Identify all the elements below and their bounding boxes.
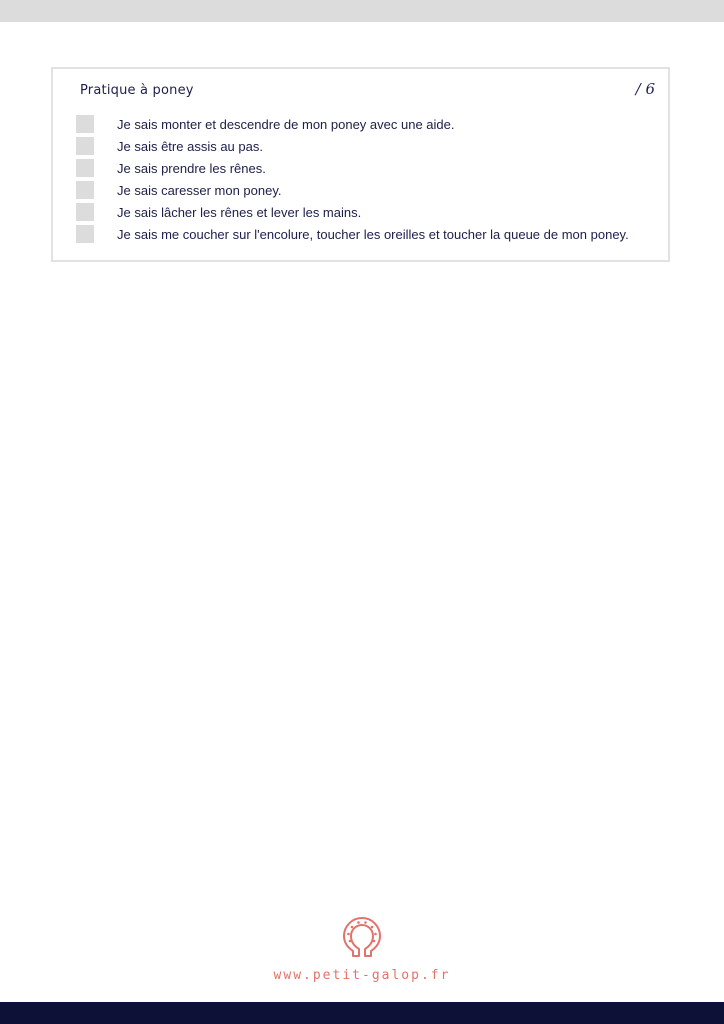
checklist-item xyxy=(76,179,629,201)
checkbox[interactable] xyxy=(76,159,94,177)
checklist-card xyxy=(51,67,670,262)
footer-url[interactable]: www.petit-galop.fr xyxy=(273,968,451,983)
checkbox[interactable] xyxy=(76,137,94,155)
checklist xyxy=(76,113,629,245)
top-band xyxy=(0,0,724,22)
checklist-item xyxy=(76,157,629,179)
checklist-item-label: Je sais prendre les rênes. xyxy=(117,160,266,176)
checklist-item xyxy=(76,223,629,245)
checklist-item-label: Je sais caresser mon poney. xyxy=(117,182,282,198)
checkbox[interactable] xyxy=(76,181,94,199)
horseshoe-icon xyxy=(340,916,384,960)
section-score: / 6 xyxy=(635,80,655,98)
checkbox[interactable] xyxy=(76,115,94,133)
checklist-item-label: Je sais lâcher les rênes et lever les mains. xyxy=(117,204,362,220)
checklist-item-label: Je sais monter et descendre de mon poney avec une aide. xyxy=(117,116,455,132)
bottom-band xyxy=(0,1002,724,1024)
checklist-item xyxy=(76,135,629,157)
checklist-item-label: Je sais être assis au pas. xyxy=(117,138,263,154)
checklist-item xyxy=(76,201,629,223)
checklist-item-label: Je sais me coucher sur l'encolure, toucher les oreilles et toucher la queue de mon poney. xyxy=(117,226,629,242)
checklist-item xyxy=(76,113,629,135)
section-title: Pratique à poney xyxy=(80,83,194,98)
checkbox[interactable] xyxy=(76,225,94,243)
checkbox[interactable] xyxy=(76,203,94,221)
